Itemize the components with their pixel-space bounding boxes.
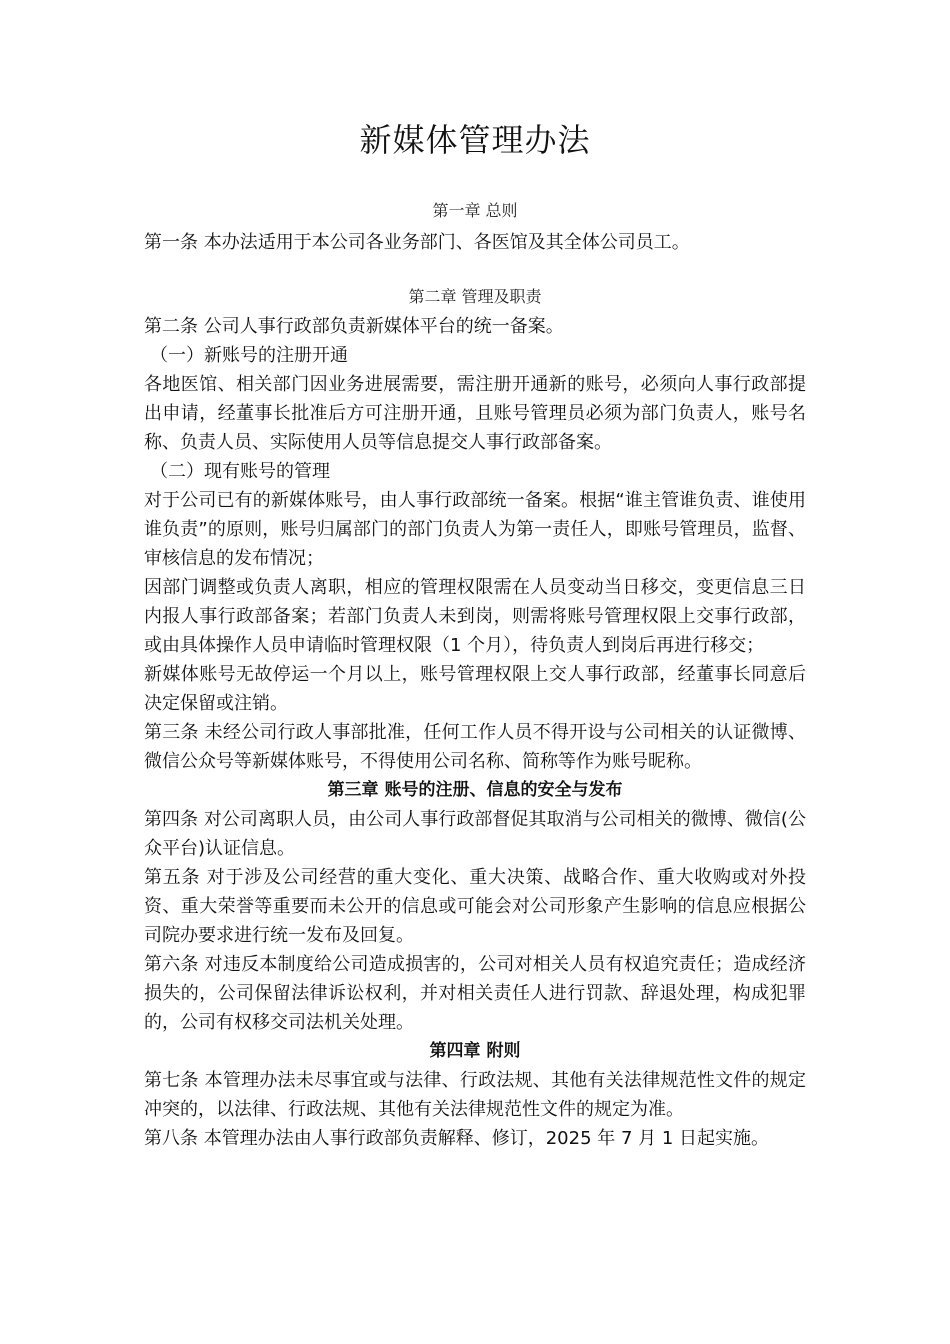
chapter-2-body <box>144 312 806 1153</box>
article-4: 第四条 对公司离职人员，由公司人事行政部督促其取消与公司相关的微博、微信(公众平台)认证信息。 <box>144 809 806 859</box>
article-8: 第八条 本管理办法由人事行政部负责解释、修订，2025 年 7 月 1 日起实施。 <box>144 1128 770 1149</box>
chapter-1-heading: 第一章 总则 <box>432 201 518 220</box>
article-1: 第一条 本办法适用于本公司各业务部门、各医馆及其全体公司员工。 <box>144 232 690 253</box>
article-3: 第三条 未经公司行政人事部批准，任何工作人员不得开设与公司相关的认证微博、微信公众号等新媒体账号，不得使用公司名称、简称等作为账号昵称。 <box>144 722 806 772</box>
section-2-text-2: 因部门调整或负责人离职，相应的管理权限需在人员变动当日移交，变更信息三日内报人事行政部备案；若部门负责人未到岗，则需将账号管理权限上交事行政部，或由具体操作人员申请临时管理权限（1 个月），待负责人到岗后再进行移交； <box>144 577 806 656</box>
document-title: 新媒体管理办法 <box>359 121 591 159</box>
chapter-3-heading: 第三章 账号的注册、信息的安全与发布 <box>327 780 623 800</box>
section-2-text-3: 新媒体账号无故停运一个月以上，账号管理权限上交人事行政部，经董事长同意后决定保留或注销。 <box>144 664 806 714</box>
article-2: 第二条 公司人事行政部负责新媒体平台的统一备案。 <box>144 316 564 337</box>
chapter-4-heading: 第四章 附则 <box>429 1041 521 1061</box>
section-1-heading: （一）新账号的注册开通 <box>150 345 348 366</box>
section-1-text: 各地医馆、相关部门因业务进展需要，需注册开通新的账号，必须向人事行政部提出申请，经董事长批准后方可注册开通，且账号管理员必须为部门负责人，账号名称、负责人员、实际使用人员等信息提交人事行政部备案。 <box>144 374 806 453</box>
article-5: 第五条 对于涉及公司经营的重大变化、重大决策、战略合作、重大收购或对外投资、重大荣誉等重要而未公开的信息或可能会对公司形象产生影响的信息应根据公司院办要求进行统一发布及回复。 <box>144 867 806 946</box>
chapter-2-heading: 第二章 管理及职责 <box>408 287 542 306</box>
article-6: 第六条 对违反本制度给公司造成损害的，公司对相关人员有权追究责任；造成经济损失的，公司保留法律诉讼权利，并对相关责任人进行罚款、辞退处理，构成犯罪的，公司有权移交司法机关处理。 <box>144 954 806 1033</box>
section-2-heading: （二）现有账号的管理 <box>150 461 330 482</box>
article-7: 第七条 本管理办法未尽事宜或与法律、行政法规、其他有关法律规范性文件的规定冲突的，以法律、行政法规、其他有关法律规范性文件的规定为准。 <box>144 1070 806 1120</box>
section-2-text-1: 对于公司已有的新媒体账号，由人事行政部统一备案。根据“谁主管谁负责、谁使用谁负责”的原则，账号归属部门的部门负责人为第一责任人，即账号管理员，监督、审核信息的发布情况； <box>144 490 806 569</box>
